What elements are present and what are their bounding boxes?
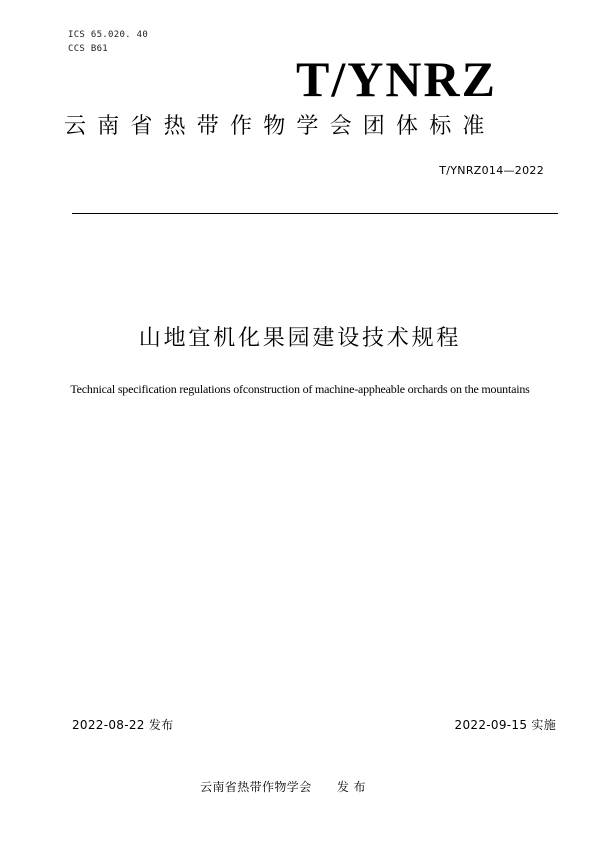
publisher-line: 云南省热带作物学会 发 布	[200, 780, 366, 794]
issue-date: 2022-08-22 发布	[72, 718, 174, 732]
standard-code-logo: T/YNRZ	[296, 51, 497, 107]
header-divider	[72, 213, 558, 214]
organization-standard-title: 云南省热带作物学会团体标准	[64, 114, 496, 139]
document-title-chinese: 山地宜机化果园建设技术规程	[138, 326, 462, 351]
ics-code: ICS 65.020. 40	[68, 30, 149, 40]
ccs-code: CCS B61	[68, 44, 109, 54]
document-title-english: Technical specification regulations ofconstruction of machine-appheable orchards on the mountains	[70, 382, 530, 396]
implementation-date: 2022-09-15 实施	[454, 718, 556, 732]
standard-number: T/YNRZ014—2022	[439, 164, 544, 177]
